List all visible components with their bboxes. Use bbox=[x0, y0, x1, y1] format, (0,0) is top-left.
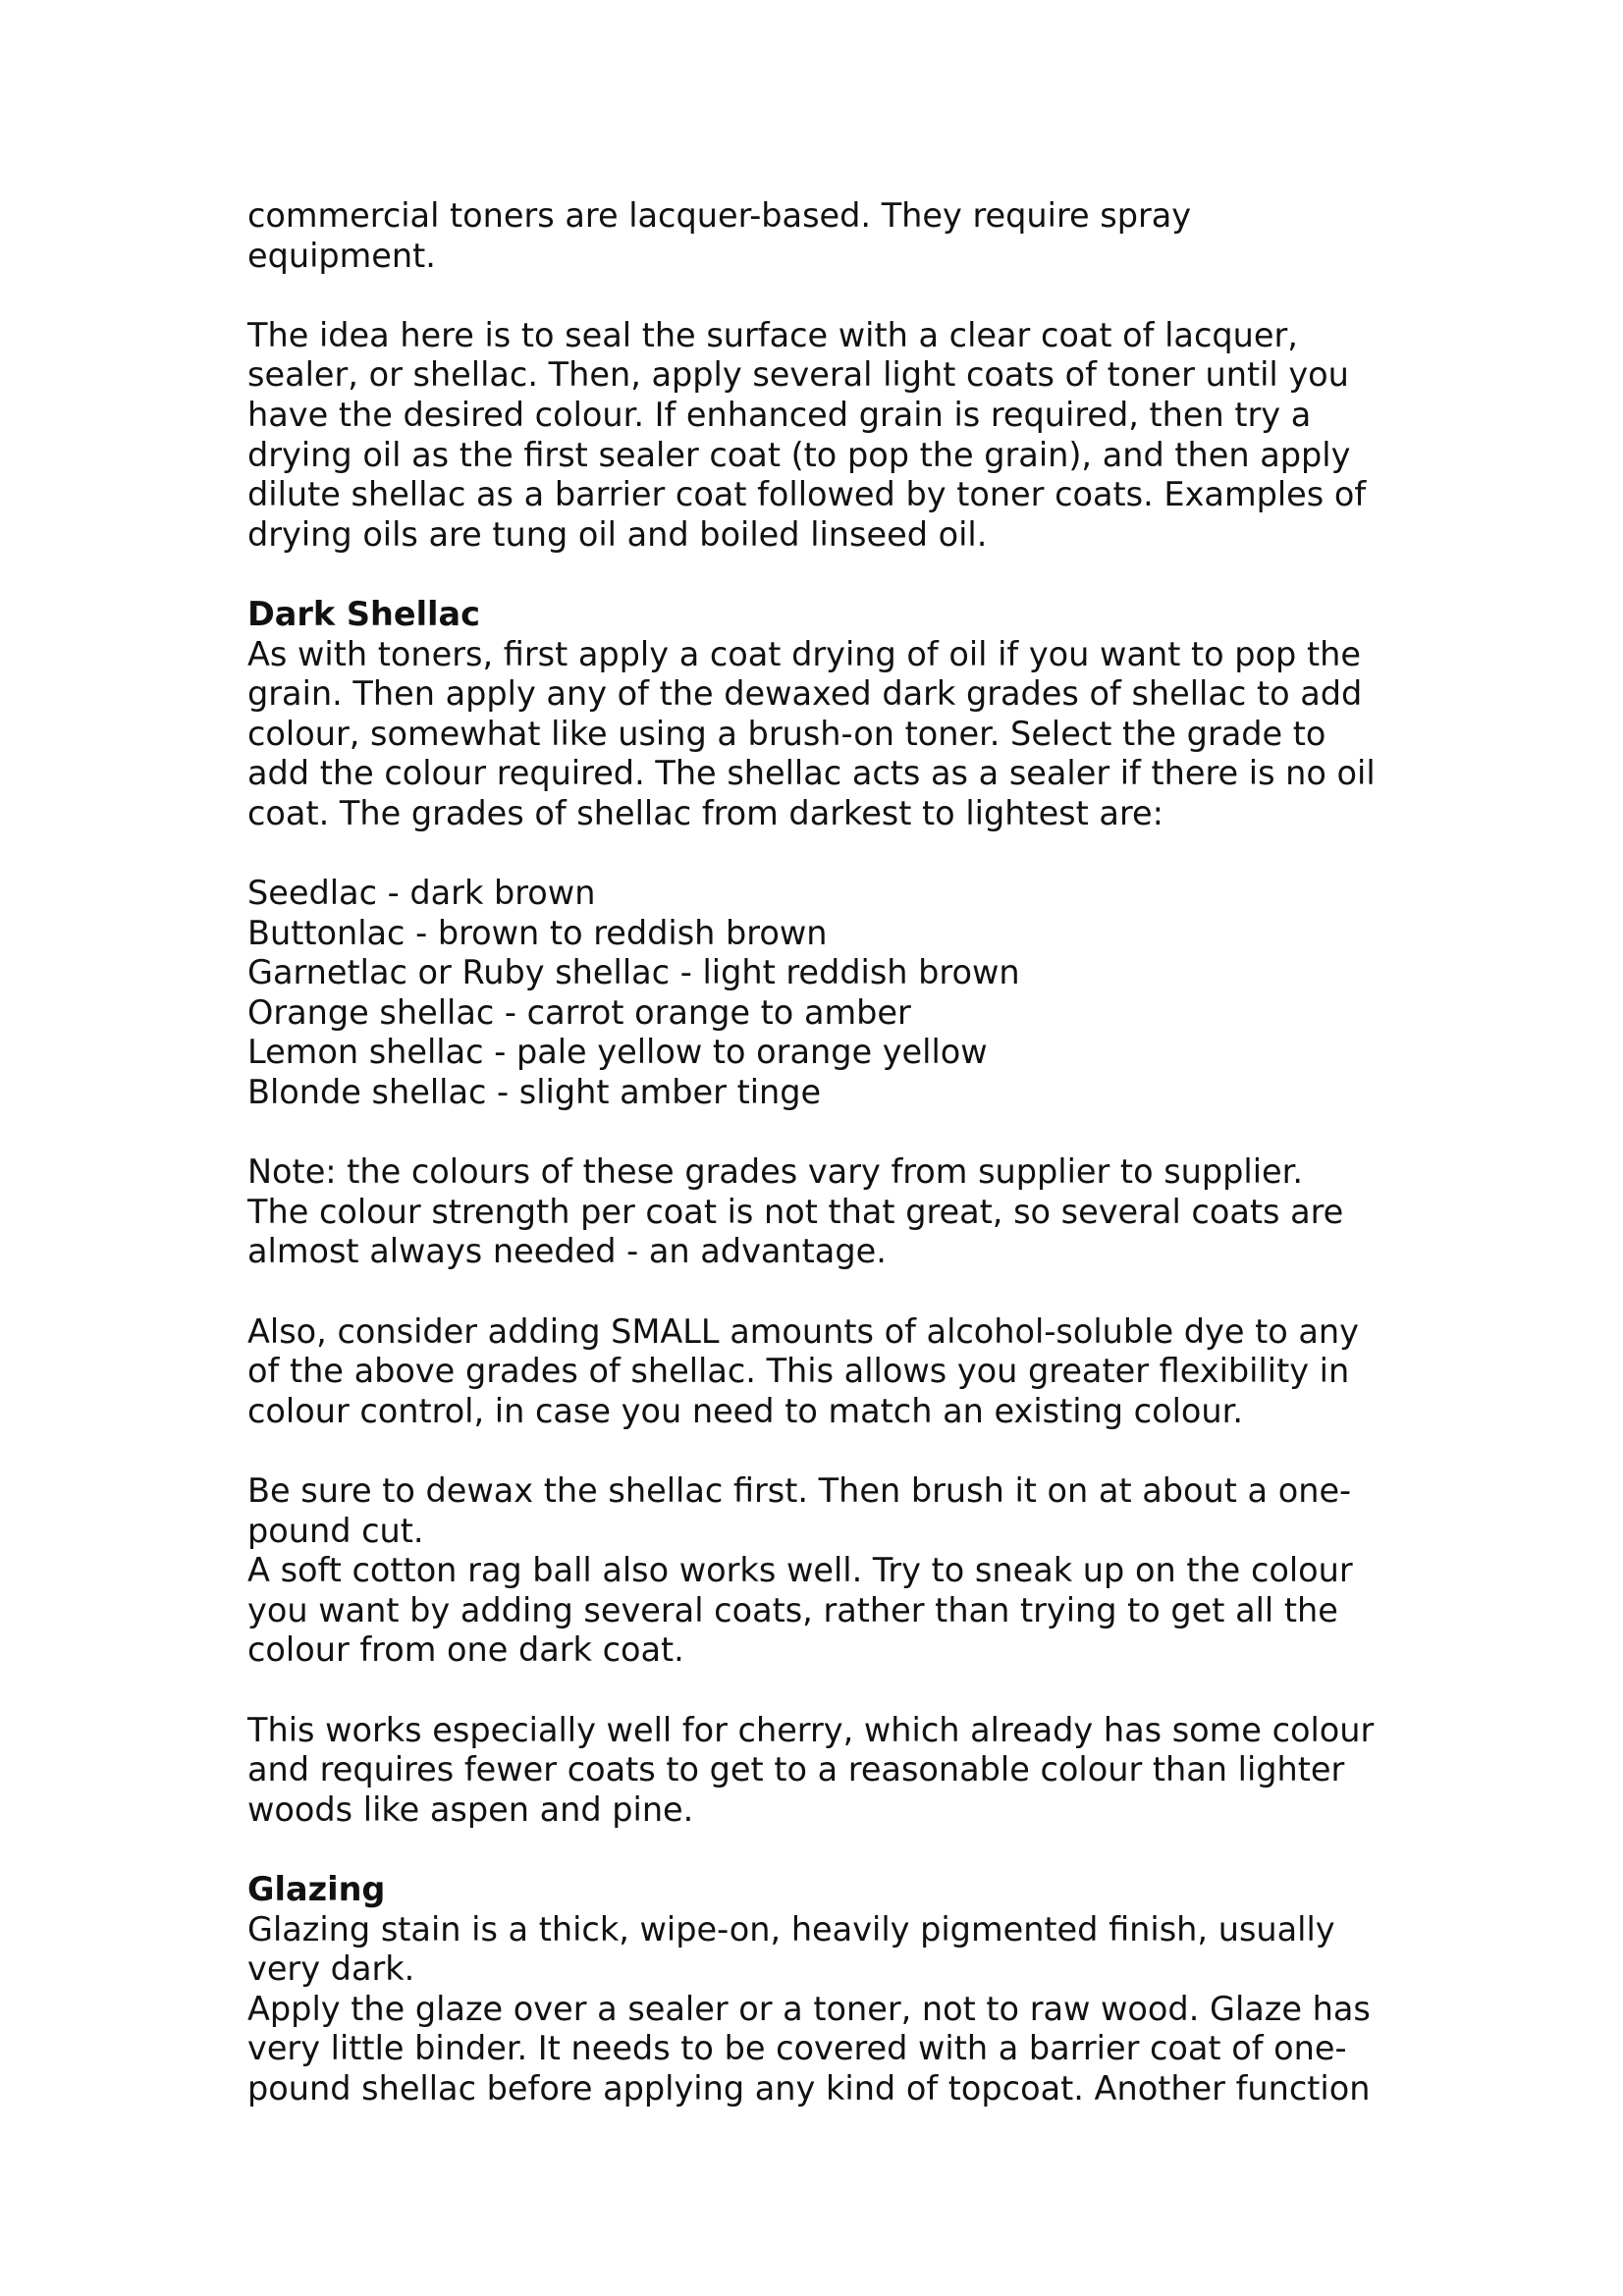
paragraph bbox=[247, 316, 1406, 556]
paragraph-spacer bbox=[247, 834, 1406, 875]
text-line: drying oil as the first sealer coat (to pop the grain), and then apply bbox=[247, 435, 1351, 474]
text-line: Note: the colours of these grades vary from supplier to supplier. bbox=[247, 1152, 1303, 1192]
paragraph-spacer bbox=[247, 1272, 1406, 1312]
paragraph bbox=[247, 1471, 1406, 1671]
section bbox=[247, 595, 1406, 834]
paragraph-spacer bbox=[247, 1830, 1406, 1870]
text-line: and requires fewer coats to get to a reasonable colour than lighter bbox=[247, 1750, 1345, 1789]
section-heading: Dark Shellac bbox=[247, 594, 481, 633]
text-line: Also, consider adding SMALL amounts of alcohol-soluble dye to any bbox=[247, 1311, 1359, 1351]
text-line: A soft cotton rag ball also works well. Try to sneak up on the colour bbox=[247, 1551, 1353, 1590]
text-line: you want by adding several coats, rather than trying to get all the bbox=[247, 1590, 1338, 1629]
text-line: Garnetlac or Ruby shellac - light reddish brown bbox=[247, 953, 1020, 992]
text-line: The colour strength per coat is not that great, so several coats are bbox=[247, 1192, 1344, 1231]
text-line: sealer, or shellac. Then, apply several light coats of toner until you bbox=[247, 355, 1349, 395]
text-line: Glazing stain is a thick, wipe-on, heavily pigmented finish, usually bbox=[247, 1909, 1335, 1949]
paragraph-spacer bbox=[247, 276, 1406, 316]
text-line: colour, somewhat like using a brush-on toner. Select the grade to bbox=[247, 714, 1326, 753]
paragraph bbox=[247, 1152, 1406, 1272]
paragraph bbox=[247, 1711, 1406, 1831]
text-line: Orange shellac - carrot orange to amber bbox=[247, 992, 911, 1032]
text-line: As with toners, first apply a coat drying of oil if you want to pop the bbox=[247, 634, 1361, 673]
text-line: Lemon shellac - pale yellow to orange yellow bbox=[247, 1033, 988, 1072]
text-line: Apply the glaze over a sealer or a toner, not to raw wood. Glaze has bbox=[247, 1989, 1371, 2028]
text-line: commercial toners are lacquer-based. They require spray bbox=[247, 196, 1192, 235]
paragraph bbox=[247, 196, 1406, 276]
paragraph-spacer bbox=[247, 555, 1406, 595]
text-line: Buttonlac - brown to reddish brown bbox=[247, 913, 828, 952]
text-line: colour control, in case you need to match an existing colour. bbox=[247, 1391, 1243, 1430]
text-line: have the desired colour. If enhanced grain is required, then try a bbox=[247, 395, 1312, 434]
text-line: Blonde shellac - slight amber tinge bbox=[247, 1073, 822, 1112]
text-line: pound shellac before applying any kind of topcoat. Another function bbox=[247, 2068, 1371, 2108]
text-line: dilute shellac as a barrier coat followed by toner coats. Examples of bbox=[247, 475, 1367, 514]
paragraph-spacer bbox=[247, 1431, 1406, 1471]
text-line: equipment. bbox=[247, 236, 436, 275]
paragraph-spacer bbox=[247, 1671, 1406, 1711]
paragraph-spacer bbox=[247, 1113, 1406, 1153]
text-line: almost always needed - an advantage. bbox=[247, 1232, 887, 1271]
text-line: Be sure to dewax the shellac first. Then brush it on at about a one- bbox=[247, 1471, 1352, 1510]
text-line: colour from one dark coat. bbox=[247, 1630, 684, 1670]
text-line: The idea here is to seal the surface with a clear coat of lacquer, bbox=[247, 315, 1298, 354]
section-heading: Glazing bbox=[247, 1869, 386, 1908]
section bbox=[247, 1870, 1406, 2109]
text-line: drying oils are tung oil and boiled linseed oil. bbox=[247, 514, 988, 554]
text-line: of the above grades of shellac. This allows you greater flexibility in bbox=[247, 1352, 1350, 1391]
text-line: grain. Then apply any of the dewaxed dark grades of shellac to add bbox=[247, 674, 1363, 714]
text-line: very dark. bbox=[247, 1949, 415, 1989]
document-page bbox=[247, 196, 1406, 2109]
paragraph bbox=[247, 1312, 1406, 1432]
text-line: coat. The grades of shellac from darkest to lightest are: bbox=[247, 793, 1163, 832]
text-line: Seedlac - dark brown bbox=[247, 874, 596, 913]
text-line: add the colour required. The shellac acts as a sealer if there is no oil bbox=[247, 754, 1376, 793]
text-line: woods like aspen and pine. bbox=[247, 1789, 694, 1829]
text-line: very little binder. It needs to be covered with a barrier coat of one- bbox=[247, 2029, 1347, 2068]
paragraph bbox=[247, 874, 1406, 1113]
text-line: pound cut. bbox=[247, 1511, 424, 1550]
text-line: This works especially well for cherry, which already has some colour bbox=[247, 1710, 1375, 1749]
